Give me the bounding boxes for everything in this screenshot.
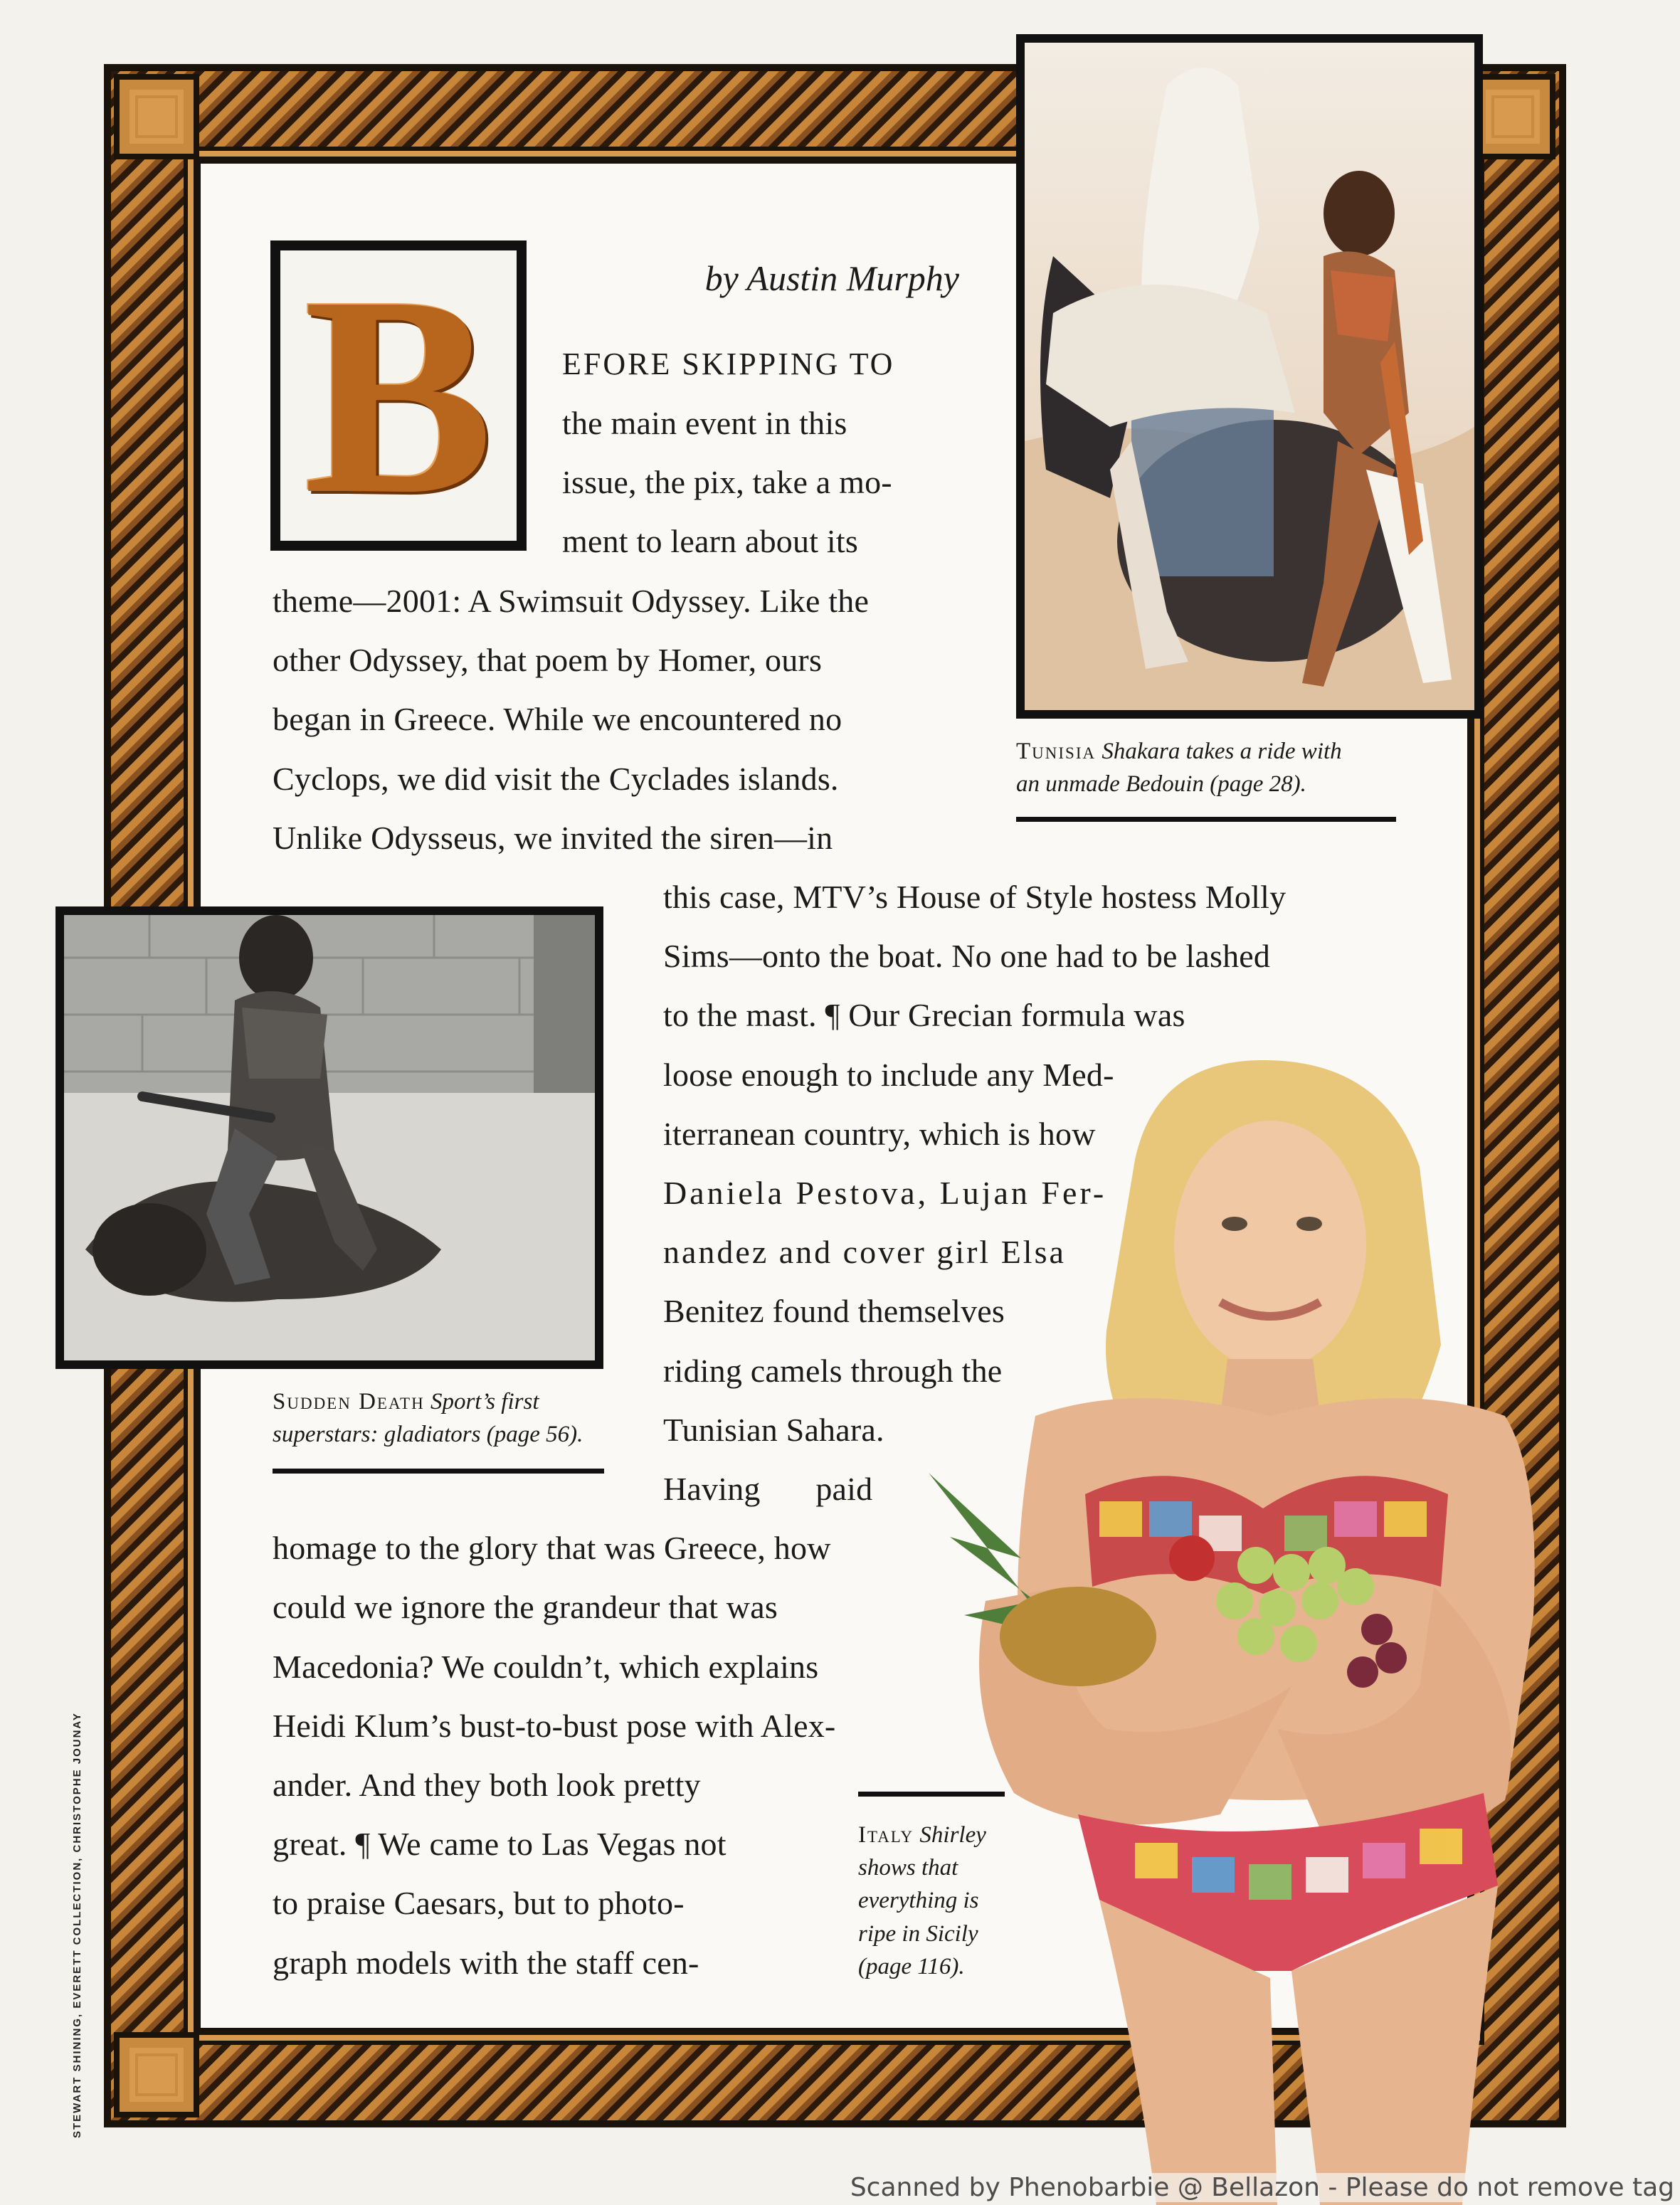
- body-line-21: homage to the glory that was Greece, how: [273, 1530, 831, 1566]
- italy-caption-head: Italy: [858, 1822, 914, 1848]
- body-line-23: Macedonia? We couldn’t, which explains: [273, 1649, 819, 1685]
- tunisia-caption-line1: [1016, 736, 1472, 768]
- tunisia-caption-rule: [1016, 817, 1396, 822]
- body-line-18: riding camels through the: [663, 1353, 1003, 1389]
- gladiator-photo-illustration: [64, 915, 595, 1360]
- tunisia-caption-text1: Shakara takes a ride with: [1101, 739, 1342, 764]
- drop-cap-letter: B: [303, 238, 494, 553]
- photo-credit: STEWART SHINING, EVERETT COLLECTION, CHRISTOPHE JOUNAY: [71, 1712, 83, 2138]
- body-line-4: ment to learn about its: [562, 523, 858, 559]
- body-line-7: began in Greece. While we encountered no: [273, 701, 842, 737]
- body-line-17: Benitez found themselves: [663, 1293, 1005, 1329]
- byline: by Austin Murphy: [704, 258, 959, 298]
- body-line-16: nandez and cover girl Elsa: [663, 1234, 1066, 1270]
- italy-caption-line1: [858, 1819, 1029, 1851]
- sudden-death-caption-text2: superstars: gladiators (page 56).: [273, 1421, 583, 1447]
- tunisia-photo-illustration: [1025, 43, 1474, 710]
- frame-corner-top-right: [1470, 74, 1555, 159]
- body-line-20: Having paid: [663, 1471, 873, 1507]
- italy-caption-text5: (page 116).: [858, 1953, 965, 1979]
- sudden-death-caption: [273, 1386, 607, 1451]
- tunisia-caption-head: Tunisia: [1016, 739, 1097, 764]
- body-line-14: iterranean country, which is how: [663, 1116, 1096, 1152]
- body-line-5: theme—2001: A Swimsuit Odyssey. Like the: [273, 583, 870, 619]
- italy-caption-text2: shows that: [858, 1855, 958, 1881]
- body-line-26: great. ¶ We came to Las Vegas not: [273, 1826, 727, 1862]
- sudden-death-caption-line1: [273, 1386, 607, 1419]
- body-line-8: Cyclops, we did visit the Cyclades islands.: [273, 761, 839, 797]
- tunisia-caption-text2: an unmade Bedouin (page 28).: [1016, 771, 1306, 797]
- italy-caption-text4: ripe in Sicily: [858, 1920, 978, 1947]
- body-line-1: EFORE SKIPPING TO: [562, 347, 895, 381]
- italy-caption-rule: [858, 1792, 1005, 1797]
- tunisia-caption: [1016, 736, 1472, 800]
- frame-corner-bottom-left: [114, 2032, 199, 2117]
- tunisia-photo: [1016, 34, 1483, 719]
- body-line-11: Sims—onto the boat. No one had to be lashed: [663, 938, 1271, 974]
- body-line-12: to the mast. ¶ Our Grecian formula was: [663, 997, 1185, 1033]
- italy-model-cutout: [921, 1046, 1597, 2205]
- body-line-2: the main event in this: [562, 405, 847, 441]
- body-line-15: Daniela Pestova, Lujan Fer-: [663, 1175, 1107, 1211]
- body-line-13: loose enough to include any Med-: [663, 1057, 1114, 1093]
- body-line-19: Tunisian Sahara.: [663, 1412, 884, 1448]
- drop-cap-box: [270, 240, 527, 551]
- frame-corner-top-left: [114, 74, 199, 159]
- sudden-death-caption-rule: [273, 1469, 604, 1474]
- body-line-28: graph models with the staff cen-: [273, 1945, 699, 1981]
- sudden-death-caption-head: Sudden Death: [273, 1389, 425, 1415]
- scan-watermark: Scanned by Phenobarbie @ Bellazon - Please do not remove tag: [850, 2173, 1674, 2202]
- italy-caption: [858, 1819, 1029, 1983]
- sudden-death-caption-text1: Sport’s first: [430, 1389, 539, 1415]
- body-line-6: other Odyssey, that poem by Homer, ours: [273, 642, 823, 678]
- body-line-3: issue, the pix, take a mo-: [562, 464, 892, 500]
- italy-caption-text1: Shirley: [919, 1822, 986, 1848]
- gladiator-photo: [56, 906, 603, 1369]
- body-line-9: Unlike Odysseus, we invited the siren—in: [273, 820, 833, 856]
- italy-model-illustration: [921, 1046, 1597, 2205]
- body-line-27: to praise Caesars, but to photo-: [273, 1885, 685, 1921]
- body-line-10: this case, MTV’s House of Style hostess Molly: [663, 879, 1287, 915]
- italy-caption-text3: everything is: [858, 1888, 979, 1914]
- body-line-25: ander. And they both look pretty: [273, 1767, 701, 1803]
- body-line-24: Heidi Klum’s bust-to-bust pose with Alex-: [273, 1708, 836, 1744]
- body-line-22: could we ignore the grandeur that was: [273, 1589, 778, 1625]
